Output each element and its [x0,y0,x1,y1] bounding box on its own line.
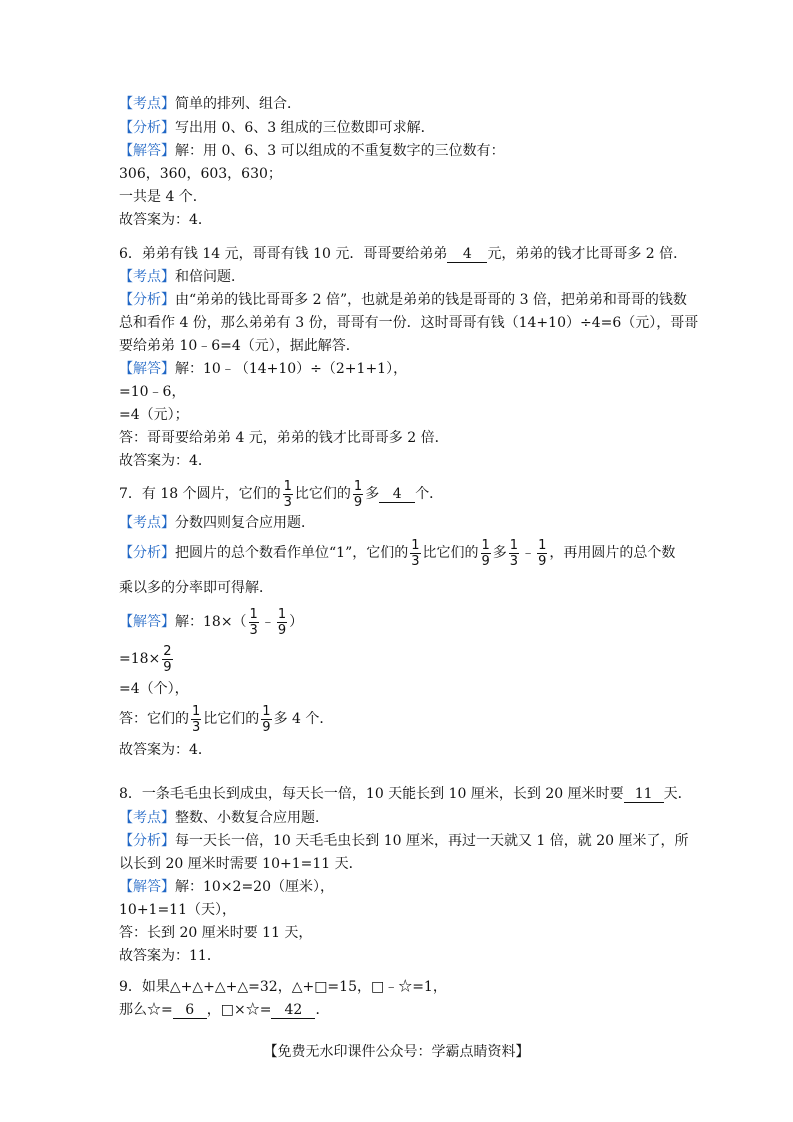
q7-answer-blank: 4 [379,487,415,503]
q6-stem-b: 元，弟弟的钱才比哥哥多 2 倍． [487,246,688,262]
q6-fenxi-1 [119,292,687,308]
jieda-tag: 【解答】 [119,143,175,159]
q6-line-1: =10﹣6， [119,384,186,400]
q7-answer: 故答案为：4． [119,742,212,758]
fraction-one-ninth: $\frac{1}{9}$ [481,537,490,569]
q6-fenxi-text-1: 由“弟弟的钱比哥哥多 2 倍”，也就是弟弟的钱是哥哥的 3 倍，把弟弟和哥哥的钱数 [175,292,687,308]
q9-l2-c: ． [315,1002,330,1018]
fraction-two-ninths: $\frac{2}{9}$ [163,643,172,675]
fraction-one-third: $\frac{1}{3}$ [249,606,258,638]
fraction-one-ninth: $\frac{1}{9}$ [277,606,287,638]
q5-fenxi-text: 写出用 0、6、3 组成的三位数即可求解． [175,120,435,136]
page-footer: 【免费无水印课件公众号：学霸点睛资料】 [263,1044,530,1060]
kaodian-tag: 【考点】 [119,269,175,285]
q7-ans-b: 比它们的 [203,711,260,727]
q7-jieda [119,605,303,639]
q7-line-2: =4（个）， [119,681,189,697]
fenxi-tag: 【分析】 [119,120,175,136]
q7-ans-c: 多 4 个． [273,711,334,727]
q6-answer-blank: 4 [447,247,487,263]
q6-kaodian-text: 和倍问题． [175,269,245,285]
q7-fenxi-a: 把圆片的总个数看作单位“1”，它们的 [175,545,409,561]
fraction-one-third: $\frac{1}{3}$ [509,537,519,569]
q8-answer-blank: 11 [624,787,664,803]
q7-stem-a: 7．有 18 个圆片，它们的 [119,486,281,502]
q8-jieda-text: 解：10×2=20（厘米）， [175,879,334,895]
q5-fenxi [119,120,435,136]
fraction-one-ninth: $\frac{1}{9}$ [353,478,363,510]
q5-line-2: 一共是 4 个． [119,189,207,205]
q6-stem-a: 6．弟弟有钱 14 元，哥哥有钱 10 元．哥哥要给弟弟 [119,246,448,262]
q8-jieda [119,879,334,895]
q9-l2-a: 那么☆= [119,1002,173,1018]
fenxi-tag: 【分析】 [119,545,175,561]
minus-sign: ﹣ [260,614,275,630]
fenxi-tag: 【分析】 [119,292,175,308]
q7-fenxi-c: 多 [492,545,507,561]
q8-line-1: 10+1=11（天）， [119,902,236,918]
fraction-one-third: $\frac{1}{3}$ [192,703,201,735]
q8-answer: 故答案为：11． [119,948,221,964]
q7-ans-a: 答：它们的 [119,711,189,727]
kaodian-tag: 【考点】 [119,96,175,112]
fraction-one-ninth: $\frac{1}{9}$ [262,703,271,735]
fraction-one-third: $\frac{1}{3}$ [411,537,420,569]
q9-answer-blank-2: 42 [271,1003,315,1019]
q7-fenxi-b: 比它们的 [422,545,479,561]
q7-jieda-b: ） [289,614,304,630]
q9-l2-b: ，□×☆= [206,1002,272,1018]
fraction-one-third: $\frac{1}{3}$ [283,478,292,510]
q6-answer: 故答案为：4． [119,453,212,469]
q5-kaodian [119,96,301,112]
q8-fenxi-text-1: 每一天长一倍，10 天毛毛虫长到 10 厘米，再过一天就又 1 倍，就 20 厘米了，所 [175,833,689,849]
q9-line-2 [119,1002,329,1019]
q6-jieda [119,361,407,377]
minus-sign: ﹣ [521,545,536,561]
q6-line-2: =4（元）； [119,407,189,423]
q7-fenxi-2: 乘以多的分率即可得解． [119,580,273,596]
q7-kaodian [119,515,315,531]
q5-jieda [119,143,505,159]
q6-jieda-text: 解：10﹣（14+10）÷（2+1+1）， [175,361,408,377]
q6-line-3: 答：哥哥要给弟弟 4 元，弟弟的钱才比哥哥多 2 倍． [119,430,449,446]
q5-jieda-text: 解：用 0、6、3 可以组成的不重复数字的三位数有： [175,143,505,159]
q6-fenxi-3: 要给弟弟 10﹣6=4（元），据此解答． [119,338,360,354]
q7-jieda-a: 解：18×（ [175,614,247,630]
q7-fenxi-d: ，再用圆片的总个数 [549,545,676,561]
q7-stem-b: 比它们的 [294,486,351,502]
fraction-one-ninth: $\frac{1}{9}$ [538,537,547,569]
jieda-tag: 【解答】 [119,879,175,895]
q7-line-1 [119,642,175,676]
q5-answer: 故答案为：4． [119,212,212,228]
q5-kaodian-text: 简单的排列、组合． [175,96,301,112]
q8-kaodian [119,810,329,826]
kaodian-tag: 【考点】 [119,515,175,531]
q8-line-2: 答：长到 20 厘米时要 11 天， [119,925,313,941]
q7-line-1-text: =18× [119,651,161,667]
q8-stem-b: 天． [663,786,692,802]
q6-kaodian [119,269,245,285]
q5-line-1: 306，360，603，630； [119,166,282,182]
kaodian-tag: 【考点】 [119,810,175,826]
q7-fenxi-1 [119,536,675,570]
q8-fenxi-1 [119,833,689,849]
q8-kaodian-text: 整数、小数复合应用题． [175,810,329,826]
q7-stem [119,477,443,511]
q9-answer-blank-1: 6 [173,1003,207,1019]
q6-fenxi-2: 总和看作 4 份，那么弟弟有 3 份，哥哥有一份．这时哥哥有钱（14+10）÷4=6（元），哥哥 [119,315,699,331]
q8-fenxi-2: 以长到 20 厘米时需要 10+1=11 天． [119,856,363,872]
q8-stem-a: 8．一条毛毛虫长到成虫，每天长一倍，10 天能长到 10 厘米，长到 20 厘米时要 [119,786,624,802]
q7-answer-sentence [119,702,333,736]
q8-stem [119,786,692,803]
fenxi-tag: 【分析】 [119,833,175,849]
q7-stem-c: 多 [365,486,380,502]
q6-stem [119,246,687,263]
q7-kaodian-text: 分数四则复合应用题． [175,515,315,531]
jieda-tag: 【解答】 [119,614,175,630]
q7-stem-d: 个． [415,486,444,502]
jieda-tag: 【解答】 [119,361,175,377]
q9-stem: 9．如果△+△+△+△=32，△+□=15，□﹣☆=1， [119,979,447,995]
